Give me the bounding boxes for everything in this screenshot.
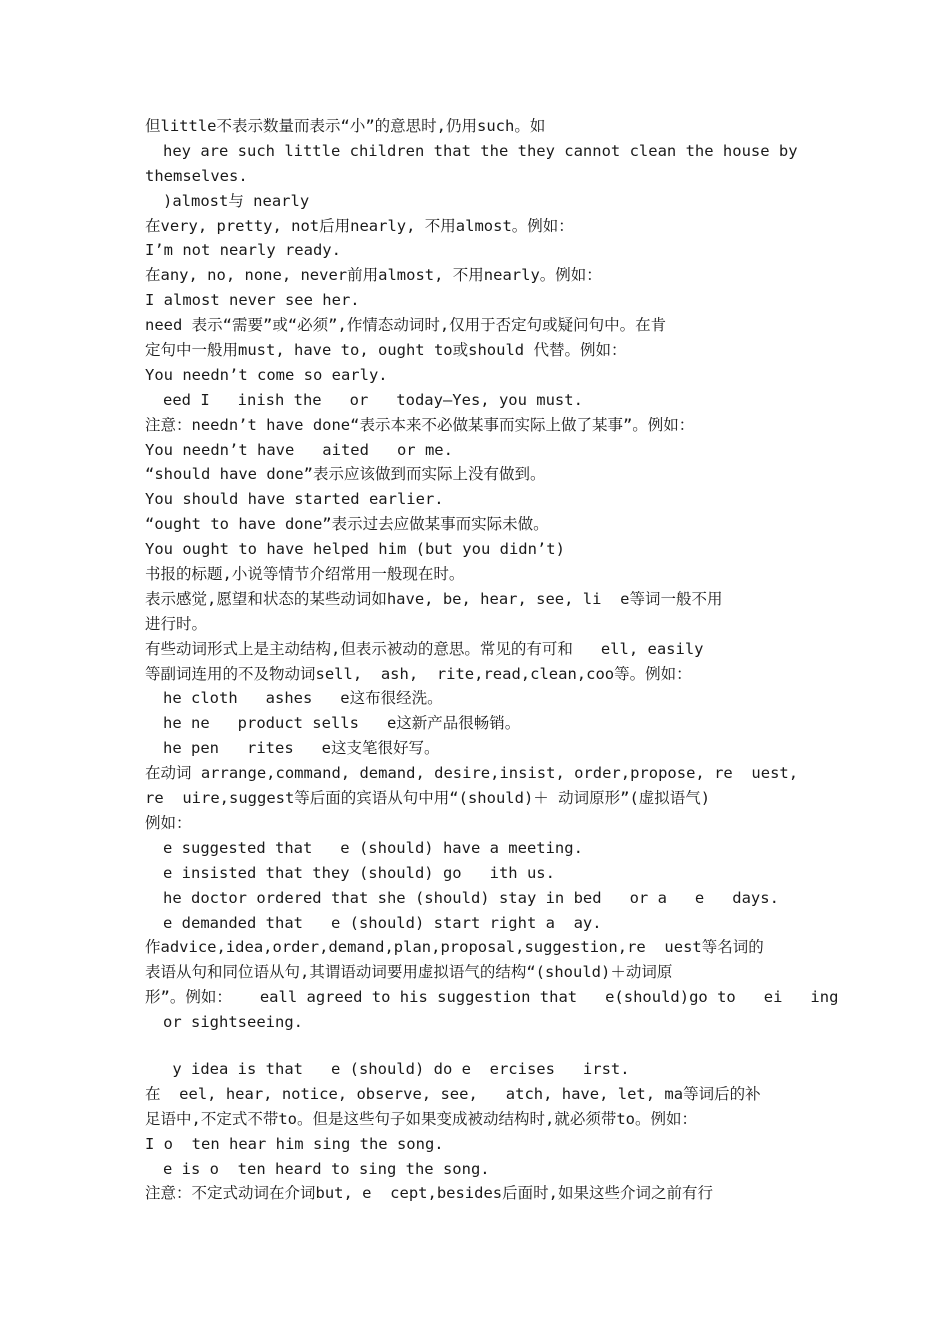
text-line: )almost与 nearly xyxy=(163,191,310,210)
text-line: You needn’t have aited or me. xyxy=(145,440,453,459)
text-line: eed I inish the or today—Yes, you must. xyxy=(163,390,583,409)
text-line: 书报的标题,小说等情节介绍常用一般现在时。 xyxy=(145,565,465,584)
text-line: 表示感觉,愿望和状态的某些动词如have, be, hear, see, li e等词一般不用 xyxy=(145,589,723,608)
text-line: I o ten hear him sing the song. xyxy=(145,1134,444,1153)
text-line: You should have started earlier. xyxy=(145,490,444,509)
text-line: “should have done”表示应该做到而实际上没有做到。 xyxy=(145,465,546,484)
text-line: 足语中,不定式不带to。但是这些句子如果变成被动结构时,就必须带to。例如： xyxy=(145,1109,697,1128)
text-line: 形”。例如： eall agreed to his suggestion that e(should)go to ei ing xyxy=(145,988,839,1007)
blank-line xyxy=(145,1035,835,1057)
text-line: e demanded that e (should) start right a ay. xyxy=(163,913,602,932)
text-line: 进行时。 xyxy=(145,614,208,633)
text-line: he pen rites e这支笔很好写。 xyxy=(163,739,440,758)
text-line: 例如： xyxy=(145,813,192,832)
text-line: he ne product sells e这新产品很畅销。 xyxy=(163,714,521,733)
text-line: re uire,suggest等后面的宾语从句中用“(should)＋ 动词原形”(虚拟语气) xyxy=(145,789,711,808)
text-line: 在动词 arrange,command, demand, desire,insist, order,propose, re uest, xyxy=(145,764,799,783)
text-line: 注意：needn’t have done“表示本来不必做某事而实际上做了某事”。例如： xyxy=(145,415,695,434)
text-line: he doctor ordered that she (should) stay in bed or a e days. xyxy=(163,888,779,907)
text-line: e suggested that e (should) have a meeting. xyxy=(163,838,583,857)
text-line: I’m not nearly ready. xyxy=(145,241,341,260)
text-line: 有些动词形式上是主动结构,但表示被动的意思。常见的有可和 ell, easily xyxy=(145,639,704,658)
text-line: 表语从句和同位语从句,其谓语动词要用虚拟语气的结构“(should)＋动词原 xyxy=(145,963,673,982)
text-line: e insisted that they (should) go ith us. xyxy=(163,863,555,882)
text-line: You ought to have helped him (but you didn’t) xyxy=(145,540,565,559)
text-line: 在very, pretty, not后用nearly, 不用almost。例如： xyxy=(145,216,574,235)
text-line: 但little不表示数量而表示“小”的意思时,仍用such。如 xyxy=(145,117,546,135)
text-line: he cloth ashes e这布很经洗。 xyxy=(163,689,443,708)
text-line: y idea is that e (should) do e ercises irst. xyxy=(163,1059,630,1078)
text-line: 定句中一般用must, have to, ought to或should 代替。例如： xyxy=(145,341,627,360)
text-line: “ought to have done”表示过去应做某事而实际未做。 xyxy=(145,515,549,534)
text-line: 在any, no, none, never前用almost, 不用nearly。例如： xyxy=(145,266,602,285)
text-line: hey are such little children that the they cannot clean the house by xyxy=(163,141,798,160)
document-body xyxy=(145,114,839,1206)
text-line: I almost never see her. xyxy=(145,291,360,310)
text-line: 作advice,idea,order,demand,plan,proposal,suggestion,re uest等名词的 xyxy=(145,938,764,957)
text-line: themselves. xyxy=(145,166,248,185)
text-line: or sightseeing. xyxy=(163,1013,303,1032)
text-line: e is o ten heard to sing the song. xyxy=(163,1159,490,1178)
text-line: 注意：不定式动词在介词but, e cept,besides后面时,如果这些介词之前有行 xyxy=(145,1184,713,1203)
text-line: You needn’t come so early. xyxy=(145,365,388,384)
text-line: 等副词连用的不及物动词sell, ash, rite,read,clean,coo等。例如： xyxy=(145,664,692,683)
text-line: need 表示“需要”或“必须”,作情态动词时,仅用于否定句或疑问句中。在肯 xyxy=(145,316,667,335)
text-line: 在 eel, hear, notice, observe, see, atch, have, let, ma等词后的补 xyxy=(145,1084,761,1103)
